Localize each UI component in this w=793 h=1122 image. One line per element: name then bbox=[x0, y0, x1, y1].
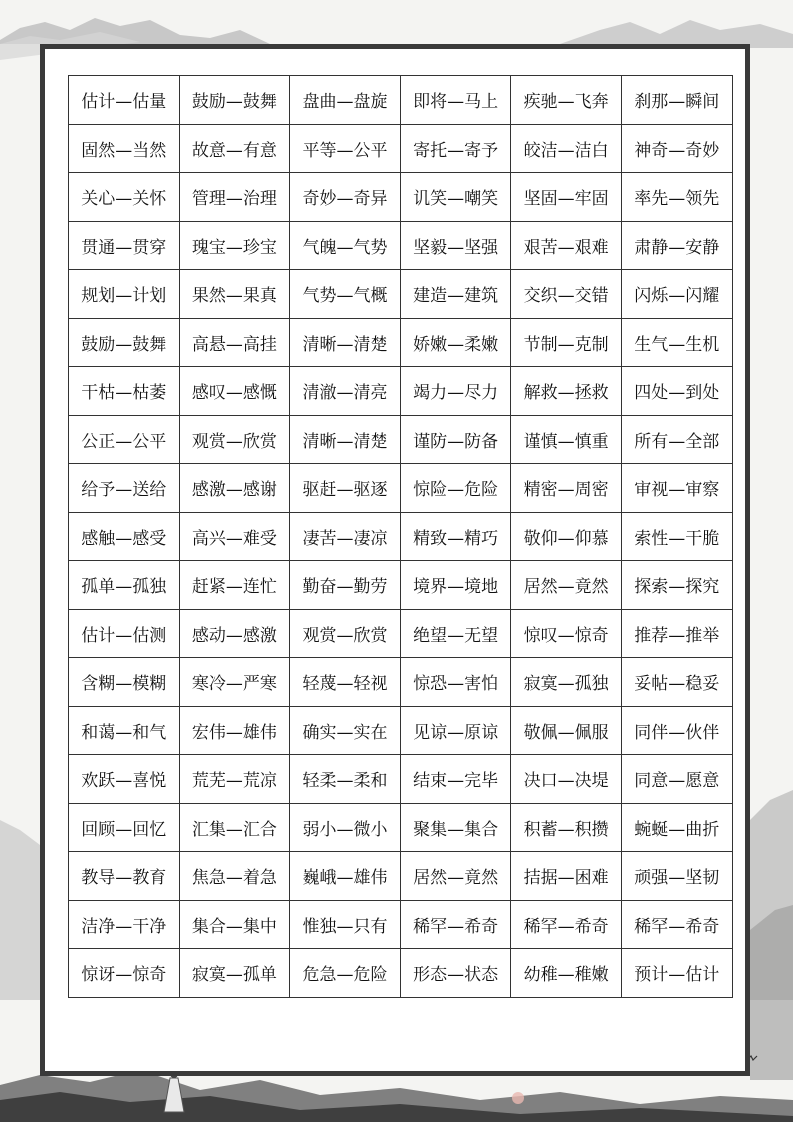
synonym-pair-cell: 探索—探究 bbox=[621, 561, 732, 610]
synonym-pair-cell: 平等—公平 bbox=[290, 124, 401, 173]
synonym-pair-cell: 弱小—微小 bbox=[290, 803, 401, 852]
synonym-pair-cell: 估计—估量 bbox=[69, 76, 180, 125]
table-row bbox=[69, 124, 733, 173]
synonym-pair-cell: 疾驰—飞奔 bbox=[511, 76, 622, 125]
table-row bbox=[69, 270, 733, 319]
table-row bbox=[69, 706, 733, 755]
table-row bbox=[69, 512, 733, 561]
synonym-pair-cell: 决口—决堤 bbox=[511, 755, 622, 804]
synonym-pair-cell: 境界—境地 bbox=[400, 561, 511, 610]
table-row bbox=[69, 803, 733, 852]
synonym-pair-cell: 巍峨—雄伟 bbox=[290, 852, 401, 901]
synonym-pair-cell: 同意—愿意 bbox=[621, 755, 732, 804]
synonym-pair-cell: 估计—估测 bbox=[69, 609, 180, 658]
synonym-pair-cell: 回顾—回忆 bbox=[69, 803, 180, 852]
table-row bbox=[69, 900, 733, 949]
synonym-pair-cell: 稀罕—希奇 bbox=[511, 900, 622, 949]
table-row bbox=[69, 464, 733, 513]
synonym-pair-cell: 观赏—欣赏 bbox=[290, 609, 401, 658]
synonym-pair-cell: 形态—状态 bbox=[400, 949, 511, 998]
synonym-pair-cell: 危急—危险 bbox=[290, 949, 401, 998]
table-row bbox=[69, 415, 733, 464]
synonym-pair-cell: 见谅—原谅 bbox=[400, 706, 511, 755]
synonym-pair-cell: 瑰宝—珍宝 bbox=[179, 221, 290, 270]
synonym-pair-cell: 集合—集中 bbox=[179, 900, 290, 949]
synonym-pair-cell: 同伴—伙伴 bbox=[621, 706, 732, 755]
table-row bbox=[69, 561, 733, 610]
synonym-pair-cell: 竭力—尽力 bbox=[400, 367, 511, 416]
synonym-pair-cell: 积蓄—积攒 bbox=[511, 803, 622, 852]
synonym-pair-cell: 居然—竟然 bbox=[400, 852, 511, 901]
synonym-pair-cell: 建造—建筑 bbox=[400, 270, 511, 319]
synonym-pair-cell: 惊恐—害怕 bbox=[400, 658, 511, 707]
synonym-pair-cell: 生气—生机 bbox=[621, 318, 732, 367]
synonym-pair-cell: 敬佩—佩服 bbox=[511, 706, 622, 755]
synonym-pair-cell: 谨防—防备 bbox=[400, 415, 511, 464]
synonym-pair-cell: 管理—治理 bbox=[179, 173, 290, 222]
synonym-pair-cell: 汇集—汇合 bbox=[179, 803, 290, 852]
synonym-pair-cell: 居然—竟然 bbox=[511, 561, 622, 610]
synonym-pair-cell: 即将—马上 bbox=[400, 76, 511, 125]
synonym-pair-cell: 坚毅—坚强 bbox=[400, 221, 511, 270]
synonym-pair-cell: 清晰—清楚 bbox=[290, 318, 401, 367]
synonym-pair-cell: 气魄—气势 bbox=[290, 221, 401, 270]
synonym-pair-cell: 闪烁—闪耀 bbox=[621, 270, 732, 319]
table-row bbox=[69, 367, 733, 416]
synonym-pair-cell: 赶紧—连忙 bbox=[179, 561, 290, 610]
synonym-pair-cell: 顽强—坚韧 bbox=[621, 852, 732, 901]
synonym-pair-cell: 谨慎—慎重 bbox=[511, 415, 622, 464]
synonym-pair-cell: 寒冷—严寒 bbox=[179, 658, 290, 707]
synonym-pair-cell: 寄托—寄予 bbox=[400, 124, 511, 173]
synonym-pair-cell: 拮据—困难 bbox=[511, 852, 622, 901]
synonym-pair-cell: 艰苦—艰难 bbox=[511, 221, 622, 270]
synonym-pair-cell: 奇妙—奇异 bbox=[290, 173, 401, 222]
synonym-pair-cell: 娇嫩—柔嫩 bbox=[400, 318, 511, 367]
synonym-pair-cell: 所有—全部 bbox=[621, 415, 732, 464]
synonym-pair-cell: 鼓励—鼓舞 bbox=[69, 318, 180, 367]
table-row bbox=[69, 76, 733, 125]
synonym-pair-cell: 规划—计划 bbox=[69, 270, 180, 319]
synonym-pair-cell: 预计—估计 bbox=[621, 949, 732, 998]
synonym-pair-cell: 幼稚—稚嫩 bbox=[511, 949, 622, 998]
synonym-pair-cell: 惟独—只有 bbox=[290, 900, 401, 949]
synonym-pair-cell: 洁净—干净 bbox=[69, 900, 180, 949]
synonym-pair-cell: 欢跃—喜悦 bbox=[69, 755, 180, 804]
synonym-pair-cell: 和蔼—和气 bbox=[69, 706, 180, 755]
synonym-pair-cell: 讥笑—嘲笑 bbox=[400, 173, 511, 222]
synonym-pair-cell: 盘曲—盘旋 bbox=[290, 76, 401, 125]
synonym-pair-cell: 惊讶—惊奇 bbox=[69, 949, 180, 998]
synonym-pair-cell: 寂寞—孤独 bbox=[511, 658, 622, 707]
table-row bbox=[69, 852, 733, 901]
synonym-pair-cell: 确实—实在 bbox=[290, 706, 401, 755]
synonym-pair-cell: 稀罕—希奇 bbox=[621, 900, 732, 949]
synonym-pair-cell: 感动—感激 bbox=[179, 609, 290, 658]
synonym-pair-cell: 感激—感谢 bbox=[179, 464, 290, 513]
synonym-pair-cell: 索性—干脆 bbox=[621, 512, 732, 561]
synonym-pair-cell: 关心—关怀 bbox=[69, 173, 180, 222]
synonym-pair-cell: 惊险—危险 bbox=[400, 464, 511, 513]
synonym-pair-cell: 交织—交错 bbox=[511, 270, 622, 319]
synonym-pair-cell: 精致—精巧 bbox=[400, 512, 511, 561]
synonym-pair-cell: 轻蔑—轻视 bbox=[290, 658, 401, 707]
synonym-pair-cell: 故意—有意 bbox=[179, 124, 290, 173]
table-row bbox=[69, 658, 733, 707]
synonym-pair-cell: 精密—周密 bbox=[511, 464, 622, 513]
synonym-pair-cell: 轻柔—柔和 bbox=[290, 755, 401, 804]
synonym-pair-cell: 四处—到处 bbox=[621, 367, 732, 416]
synonym-pair-cell: 妥帖—稳妥 bbox=[621, 658, 732, 707]
table-row bbox=[69, 221, 733, 270]
synonym-pair-cell: 绝望—无望 bbox=[400, 609, 511, 658]
synonym-pair-cell: 公正—公平 bbox=[69, 415, 180, 464]
synonym-pair-cell: 稀罕—希奇 bbox=[400, 900, 511, 949]
synonym-pair-cell: 清晰—清楚 bbox=[290, 415, 401, 464]
synonym-pair-cell: 高悬—高挂 bbox=[179, 318, 290, 367]
synonym-pair-cell: 坚固—牢固 bbox=[511, 173, 622, 222]
synonym-pair-cell: 惊叹—惊奇 bbox=[511, 609, 622, 658]
synonym-pair-cell: 审视—审察 bbox=[621, 464, 732, 513]
synonym-pair-cell: 勤奋—勤劳 bbox=[290, 561, 401, 610]
synonym-pair-cell: 宏伟—雄伟 bbox=[179, 706, 290, 755]
synonym-pair-cell: 焦急—着急 bbox=[179, 852, 290, 901]
synonym-pair-cell: 固然—当然 bbox=[69, 124, 180, 173]
synonym-pair-cell: 结束—完毕 bbox=[400, 755, 511, 804]
synonym-pair-cell: 高兴—难受 bbox=[179, 512, 290, 561]
table-row bbox=[69, 318, 733, 367]
synonym-pair-cell: 贯通—贯穿 bbox=[69, 221, 180, 270]
synonym-pair-cell: 推荐—推举 bbox=[621, 609, 732, 658]
synonym-pair-cell: 清澈—清亮 bbox=[290, 367, 401, 416]
synonym-pair-cell: 肃静—安静 bbox=[621, 221, 732, 270]
synonym-pair-cell: 孤单—孤独 bbox=[69, 561, 180, 610]
synonym-pair-cell: 蜿蜒—曲折 bbox=[621, 803, 732, 852]
synonym-pair-cell: 干枯—枯萎 bbox=[69, 367, 180, 416]
synonym-pair-cell: 气势—气概 bbox=[290, 270, 401, 319]
synonym-pair-cell: 荒芜—荒凉 bbox=[179, 755, 290, 804]
synonym-pair-cell: 聚集—集合 bbox=[400, 803, 511, 852]
table-row bbox=[69, 949, 733, 998]
synonym-pair-cell: 驱赶—驱逐 bbox=[290, 464, 401, 513]
synonym-pair-cell: 教导—教育 bbox=[69, 852, 180, 901]
table-row bbox=[69, 755, 733, 804]
synonym-pair-cell: 果然—果真 bbox=[179, 270, 290, 319]
synonym-pair-cell: 寂寞—孤单 bbox=[179, 949, 290, 998]
synonym-table bbox=[68, 75, 733, 998]
synonym-pair-cell: 率先—领先 bbox=[621, 173, 732, 222]
synonym-pair-cell: 给予—送给 bbox=[69, 464, 180, 513]
synonym-pair-cell: 节制—克制 bbox=[511, 318, 622, 367]
synonym-pair-cell: 刹那—瞬间 bbox=[621, 76, 732, 125]
synonym-pair-cell: 敬仰—仰慕 bbox=[511, 512, 622, 561]
synonym-pair-cell: 凄苦—凄凉 bbox=[290, 512, 401, 561]
synonym-pair-cell: 感触—感受 bbox=[69, 512, 180, 561]
synonym-pair-cell: 观赏—欣赏 bbox=[179, 415, 290, 464]
table-row bbox=[69, 173, 733, 222]
synonym-pair-cell: 感叹—感慨 bbox=[179, 367, 290, 416]
synonym-pair-cell: 神奇—奇妙 bbox=[621, 124, 732, 173]
synonym-pair-cell: 皎洁—洁白 bbox=[511, 124, 622, 173]
synonym-pair-cell: 含糊—模糊 bbox=[69, 658, 180, 707]
table-row bbox=[69, 609, 733, 658]
synonym-pair-cell: 解救—拯救 bbox=[511, 367, 622, 416]
synonym-pair-cell: 鼓励—鼓舞 bbox=[179, 76, 290, 125]
